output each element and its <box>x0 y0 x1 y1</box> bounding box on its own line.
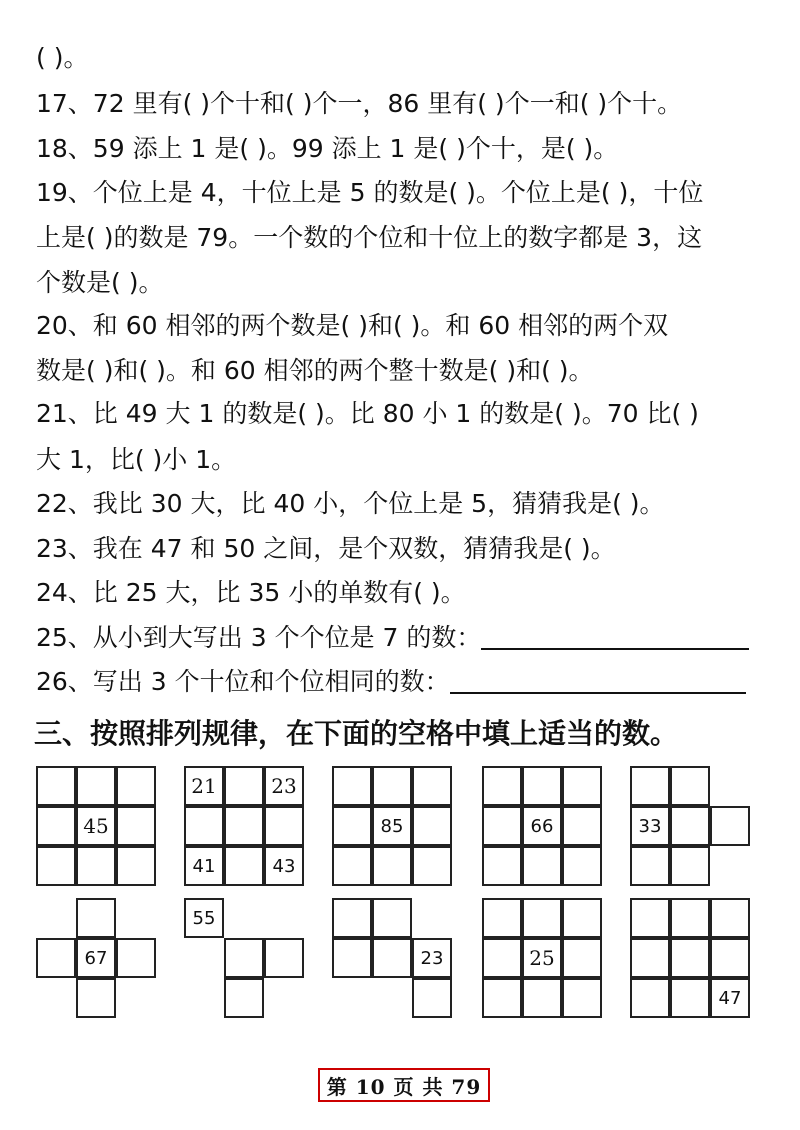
question-20: 20、和 60 相邻的两个数是( )和( )。和 60 相邻的两个双 <box>36 311 669 340</box>
grid-cell[interactable] <box>224 806 264 846</box>
grid-cell[interactable] <box>116 938 156 978</box>
grid-cell[interactable] <box>630 978 670 1018</box>
question-19-cont: 上是( )的数是 79。一个数的个位和十位上的数字都是 3，这 <box>36 223 703 252</box>
grid-cell[interactable] <box>76 766 116 806</box>
question-25-text: 25、从小到大写出 3 个个位是 7 的数： <box>36 623 482 652</box>
question-23: 23、我在 47 和 50 之间，是个双数，猜猜我是( )。 <box>36 534 616 563</box>
grid-cell-given: 67 <box>76 938 116 978</box>
grid-cell-given: 55 <box>184 898 224 938</box>
grid-cell[interactable] <box>264 806 304 846</box>
grid-cell[interactable] <box>670 806 710 846</box>
grid-cell[interactable] <box>224 978 264 1018</box>
question-21-cont: 大 1，比( )小 1。 <box>36 445 237 474</box>
grid-cell[interactable] <box>184 806 224 846</box>
grid-cell[interactable] <box>482 978 522 1018</box>
grid-cell[interactable] <box>522 766 562 806</box>
grid-cell[interactable] <box>522 978 562 1018</box>
section-title: 三、按照排列规律，在下面的空格中填上适当的数。 <box>34 717 679 750</box>
grid-cell[interactable] <box>372 938 412 978</box>
grid-cell[interactable] <box>372 898 412 938</box>
grid-cell[interactable] <box>412 846 452 886</box>
grid-cell[interactable] <box>76 978 116 1018</box>
grid-cell[interactable] <box>332 938 372 978</box>
grid-cell[interactable] <box>562 898 602 938</box>
question-21: 21、比 49 大 1 的数是( )。比 80 小 1 的数是( )。70 比( ) <box>36 399 699 428</box>
grid-cell[interactable] <box>710 938 750 978</box>
grid-cell[interactable] <box>670 846 710 886</box>
question-line: ( )。 <box>36 43 89 72</box>
grid-cell[interactable] <box>372 766 412 806</box>
grid-cell[interactable] <box>224 846 264 886</box>
grid-cell[interactable] <box>630 766 670 806</box>
grid-cell[interactable] <box>562 766 602 806</box>
grid-cell-given: 41 <box>184 846 224 886</box>
grid-cell-given: 25 <box>522 938 562 978</box>
grid-cell[interactable] <box>482 938 522 978</box>
grid-cell-given: 43 <box>264 846 304 886</box>
grid-cell[interactable] <box>710 806 750 846</box>
grid-cell-given: 21 <box>184 766 224 806</box>
grid-cell[interactable] <box>412 978 452 1018</box>
grid-cell[interactable] <box>332 806 372 846</box>
grid-cell[interactable] <box>482 846 522 886</box>
grid-cell[interactable] <box>332 898 372 938</box>
grid-cell[interactable] <box>630 938 670 978</box>
question-26 <box>36 662 780 702</box>
question-22: 22、我比 30 大，比 40 小，个位上是 5，猜猜我是( )。 <box>36 489 665 518</box>
grid-cell-given: 33 <box>630 806 670 846</box>
grid-cell[interactable] <box>562 938 602 978</box>
answer-line[interactable] <box>450 664 746 694</box>
grid-cell[interactable] <box>522 846 562 886</box>
grid-cell[interactable] <box>36 766 76 806</box>
question-19-cont: 个数是( )。 <box>36 268 164 297</box>
grid-cell[interactable] <box>562 806 602 846</box>
grid-cell-given: 23 <box>412 938 452 978</box>
grid-cell[interactable] <box>482 766 522 806</box>
page-number: 第 10 页 共 79 <box>318 1068 490 1102</box>
grid-cell[interactable] <box>522 898 562 938</box>
grid-cell[interactable] <box>116 766 156 806</box>
grid-cell[interactable] <box>76 846 116 886</box>
grid-cell[interactable] <box>482 806 522 846</box>
grid-cell[interactable] <box>670 766 710 806</box>
grid-cell[interactable] <box>412 806 452 846</box>
question-26-text: 26、写出 3 个十位和个位相同的数： <box>36 667 450 696</box>
grid-cell[interactable] <box>710 898 750 938</box>
grid-cell[interactable] <box>116 806 156 846</box>
question-19: 19、个位上是 4，十位上是 5 的数是( )。个位上是( )，十位 <box>36 178 704 207</box>
grid-cell-given: 23 <box>264 766 304 806</box>
grid-cell-given: 85 <box>372 806 412 846</box>
question-17: 17、72 里有( )个十和( )个一，86 里有( )个一和( )个十。 <box>36 89 683 118</box>
grid-cell[interactable] <box>332 766 372 806</box>
grid-cell[interactable] <box>116 846 156 886</box>
grid-cell[interactable] <box>482 898 522 938</box>
grid-cell[interactable] <box>264 938 304 978</box>
grid-cell[interactable] <box>562 846 602 886</box>
grid-cell-given: 45 <box>76 806 116 846</box>
grid-cell[interactable] <box>36 846 76 886</box>
grid-cell[interactable] <box>630 846 670 886</box>
grid-cell[interactable] <box>76 898 116 938</box>
question-24: 24、比 25 大，比 35 小的单数有( )。 <box>36 578 466 607</box>
grid-cell[interactable] <box>36 938 76 978</box>
question-20-cont: 数是( )和( )。和 60 相邻的两个整十数是( )和( )。 <box>36 356 594 385</box>
grid-cell[interactable] <box>670 978 710 1018</box>
grid-cell[interactable] <box>224 938 264 978</box>
question-18: 18、59 添上 1 是( )。99 添上 1 是( )个十，是( )。 <box>36 134 619 163</box>
grid-cell[interactable] <box>332 846 372 886</box>
grid-cell[interactable] <box>372 846 412 886</box>
grid-cell[interactable] <box>670 898 710 938</box>
grid-cell-given: 66 <box>522 806 562 846</box>
question-25 <box>36 618 780 658</box>
grid-cell-given: 47 <box>710 978 750 1018</box>
grid-cell[interactable] <box>630 898 670 938</box>
answer-line[interactable] <box>481 620 749 650</box>
grid-cell[interactable] <box>36 806 76 846</box>
grid-cell[interactable] <box>670 938 710 978</box>
grid-cell[interactable] <box>224 766 264 806</box>
grid-cell[interactable] <box>562 978 602 1018</box>
grid-cell[interactable] <box>412 766 452 806</box>
